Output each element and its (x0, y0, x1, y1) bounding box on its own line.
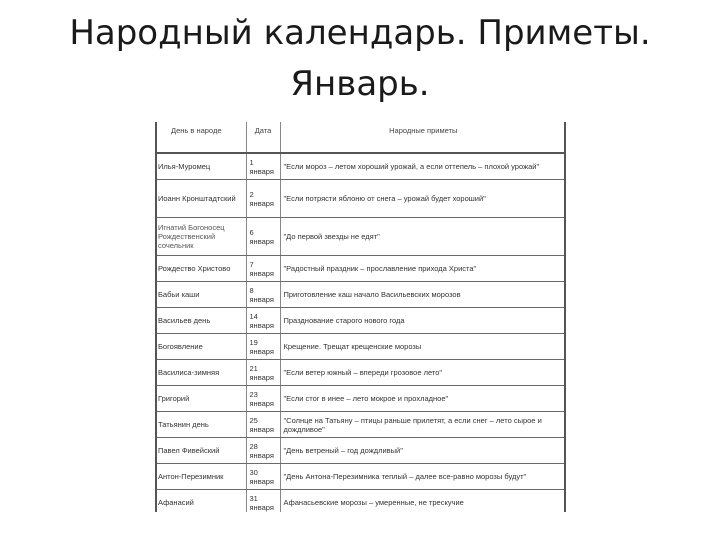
slide-title-line1: Народный календарь. Приметы. (69, 13, 651, 53)
table-row (155, 386, 566, 412)
cell-sign: "Если ветер южный – впереди грозовое лето" (280, 360, 566, 386)
cell-date: 28 января (246, 438, 280, 464)
cell-date: 2 января (246, 180, 280, 218)
cell-date: 7 января (246, 256, 280, 282)
cell-name: Афанасий (155, 490, 246, 513)
cell-name: Павел Фивейский (155, 438, 246, 464)
table-row (155, 153, 566, 180)
cell-name: Василиса-зимняя (155, 360, 246, 386)
table-right-border (564, 122, 566, 512)
cell-sign: Афанасьевские морозы – умеренные, не трескучие (280, 490, 566, 513)
cell-name-line: Игнатий Богоносец (158, 223, 225, 232)
cell-name: Иоанн Кронштадтский (155, 180, 246, 218)
slide-title (0, 8, 720, 110)
table-header-row (155, 122, 566, 153)
table-row (155, 464, 566, 490)
cell-date: 25 января (246, 412, 280, 438)
cell-name: Григорий (155, 386, 246, 412)
cell-name: Васильев день (155, 308, 246, 334)
cell-sign: "Солнце на Татьяну – птицы раньше прилетят, а если снег – лето сырое и дождливое" (280, 412, 566, 438)
cell-sign: "До первой звезды не едят" (280, 218, 566, 256)
cell-name: Татьянин день (155, 412, 246, 438)
cell-date: 30 января (246, 464, 280, 490)
cell-sign: Крещение. Трещат крещенские морозы (280, 334, 566, 360)
cell-date: 6 января (246, 218, 280, 256)
cell-sign: Приготовление каш начало Васильевских морозов (280, 282, 566, 308)
cell-date: 21 января (246, 360, 280, 386)
cell-date: 8 января (246, 282, 280, 308)
cell-sign: Празднование старого нового года (280, 308, 566, 334)
table-row (155, 412, 566, 438)
cell-sign: "Радостный праздник – прославление прихода Христа" (280, 256, 566, 282)
cell-sign: "День Антона-Перезимника теплый – далее все-равно морозы будут" (280, 464, 566, 490)
table-row (155, 218, 566, 256)
header-sign: Народные приметы (280, 122, 566, 153)
folk-calendar-table (155, 122, 566, 512)
table-row (155, 438, 566, 464)
table-row (155, 256, 566, 282)
cell-sign: "Если потрясти яблоню от снега – урожай будет хороший" (280, 180, 566, 218)
folk-calendar-table-wrapper (155, 122, 566, 512)
header-date: Дата (246, 122, 280, 153)
cell-date: 31 января (246, 490, 280, 513)
table-row (155, 282, 566, 308)
header-name: День в народе (155, 122, 246, 153)
cell-sign: "Если стог в инее – лето мокрое и прохладное" (280, 386, 566, 412)
cell-name (155, 218, 246, 256)
cell-name: Илья-Муромец (155, 153, 246, 180)
table-row (155, 490, 566, 513)
table-row (155, 360, 566, 386)
cell-name-line: Рождественский сочельник (158, 232, 216, 250)
cell-sign: "Если мороз – летом хороший урожай, а если оттепель – плохой урожай" (280, 153, 566, 180)
cell-date: 19 января (246, 334, 280, 360)
cell-name: Рождество Христово (155, 256, 246, 282)
table-row (155, 180, 566, 218)
table-left-border (155, 122, 157, 512)
cell-date: 1 января (246, 153, 280, 180)
cell-name: Бабьи каши (155, 282, 246, 308)
cell-name: Богоявление (155, 334, 246, 360)
table-row (155, 334, 566, 360)
slide-title-line2: Январь. (290, 64, 430, 104)
cell-name: Антон-Перезимник (155, 464, 246, 490)
cell-date: 14 января (246, 308, 280, 334)
cell-date: 23 января (246, 386, 280, 412)
cell-sign: "День ветреный – год дождливый" (280, 438, 566, 464)
table-row (155, 308, 566, 334)
